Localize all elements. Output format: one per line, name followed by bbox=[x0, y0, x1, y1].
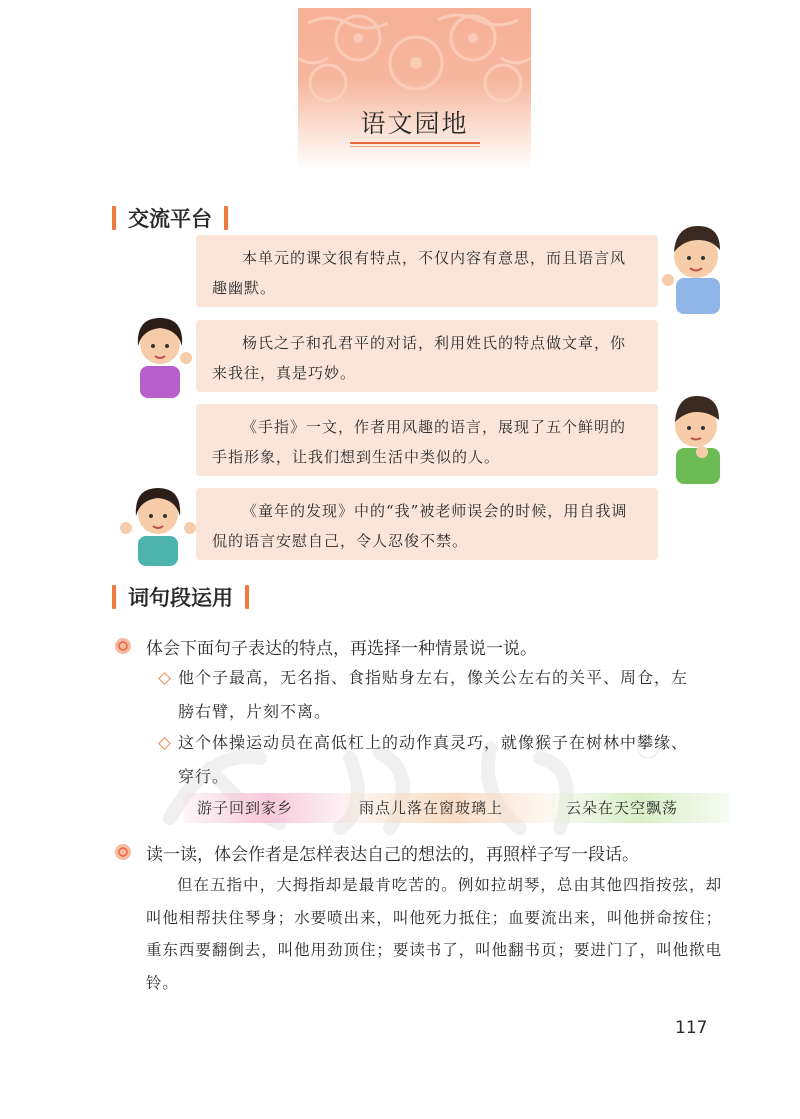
girl-avatar-1 bbox=[124, 310, 196, 398]
speech-bubble-4 bbox=[196, 488, 658, 560]
publisher-watermark-logo bbox=[150, 728, 670, 843]
boy-avatar-2 bbox=[662, 390, 734, 484]
heading-bar-right bbox=[224, 206, 228, 230]
page-title: 语文园地 bbox=[360, 109, 469, 138]
title-underline bbox=[350, 142, 480, 144]
section-heading-usage bbox=[112, 582, 249, 612]
scenario-chip-2: 雨点儿落在窗玻璃上 bbox=[345, 793, 555, 823]
speech-bubble-3-text: 《手指》一文，作者用风趣的语言，展现了五个鲜明的手指形象，让我们想到生活中类似的人。 bbox=[212, 418, 627, 466]
page-number: 117 bbox=[675, 1018, 708, 1038]
section-heading-exchange bbox=[112, 203, 228, 233]
scenario-chip-1: 游子回到家乡 bbox=[183, 793, 353, 823]
section-heading-usage-text: 词句段运用 bbox=[128, 586, 233, 610]
exercise-2-instruction: 读一读，体会作者是怎样表达自己的想法的，再照样子写一段话。 bbox=[146, 845, 639, 865]
heading-bar-left bbox=[112, 206, 116, 230]
heading-bar-left bbox=[112, 585, 116, 609]
speech-bubble-3 bbox=[196, 404, 658, 476]
boy-avatar-1 bbox=[662, 218, 734, 314]
bullet-2-line-1: 这个体操运动员在高低杠上的动作真灵巧，就像猴子在树林中攀缘、 bbox=[178, 733, 689, 752]
speech-bubble-1 bbox=[196, 235, 658, 307]
bullet-diamond-icon bbox=[158, 672, 171, 685]
exercise-2-flower-icon bbox=[114, 843, 132, 861]
speech-bubble-4-text: 《童年的发现》中的“我”被老师误会的时候，用自我调侃的语言安慰自己，令人忍俊不禁。 bbox=[212, 502, 628, 550]
exercise-2-paragraph: 但在五指中，大拇指却是最肯吃苦的。例如拉胡琴，总由其他四指按弦，却叫他相帮扶住琴身；水要喷出来，叫他死力抵住；血要流出来，叫他拼命按住；重东西要翻倒去，叫他用劲顶住；要读书了，叫他翻书页；要进门了，叫他揿电铃。 bbox=[146, 876, 722, 992]
speech-bubble-1-text: 本单元的课文很有特点，不仅内容有意思，而且语言风趣幽默。 bbox=[212, 249, 627, 297]
bullet-2-line-2: 穿行。 bbox=[178, 767, 230, 786]
heading-bar-right bbox=[245, 585, 249, 609]
exercise-1-instruction: 体会下面句子表达的特点，再选择一种情景说一说。 bbox=[146, 639, 537, 659]
speech-bubble-2-text: 杨氏之子和孔君平的对话，利用姓氏的特点做文章，你来我往，真是巧妙。 bbox=[212, 334, 627, 382]
bullet-1-line-1: 他个子最高，无名指、食指贴身左右，像关公左右的关平、周仓，左 bbox=[178, 668, 689, 687]
speech-bubble-2 bbox=[196, 320, 658, 392]
title-banner bbox=[298, 8, 531, 170]
exercise-1-flower-icon bbox=[114, 637, 132, 655]
bullet-1-line-2: 膀右臂，片刻不离。 bbox=[178, 702, 332, 721]
scenario-chip-3: 云朵在天空飘荡 bbox=[552, 793, 730, 823]
section-heading-exchange-text: 交流平台 bbox=[128, 207, 212, 231]
girl-avatar-2 bbox=[118, 478, 196, 566]
